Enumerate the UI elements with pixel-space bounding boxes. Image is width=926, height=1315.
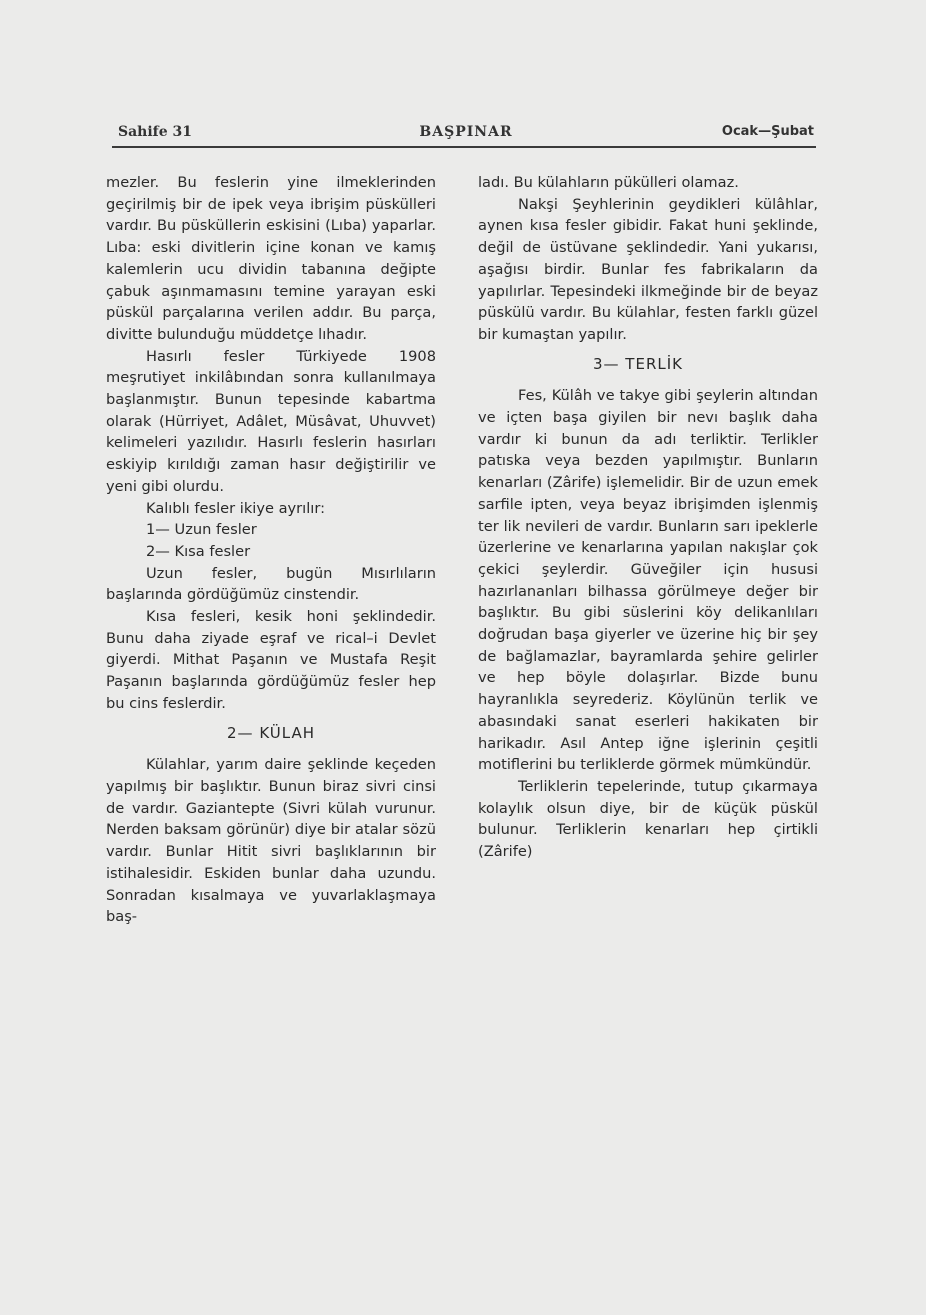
- issue-label: Ocak—Şubat: [721, 124, 814, 139]
- right-paragraph-1: ladı. Bu külahların pükülleri olamaz.: [478, 174, 739, 191]
- left-paragraph-5: Kısa fesleri, kesik honi şeklindedir. Bunu daha ziyade eşraf ve rical–i Devlet giyerdi. Mithat Paşanın ve Mustafa Reşit Paşanın başlarında gördüğümüz fesler hep bu cins feslerdir.: [106, 608, 436, 712]
- left-paragraph-3: Kalıblı fesler ikiye ayrılır:: [146, 499, 325, 517]
- list-item-1: 1— Uzun fesler: [146, 521, 257, 539]
- left-paragraph-4: Uzun fesler, bugün Mısırlıların başlarında gördüğümüz cinstendir.: [106, 564, 436, 604]
- left-paragraph-2: Hasırlı fesler Türkiyede 1908 meşrutiyet inkilâbından sonra kullanılmaya başlanmıştır. Bunun tepesinde kabartma olarak (Hürriyet, Adâlet, Müsâvat, Uhuvvet) kelimeleri yazılıdır. Hasırlı feslerin hasırları eskiyip kırıldığı zaman hasır değiştirilir ve yeni gibi olurdu.: [106, 347, 436, 495]
- right-column: [478, 172, 818, 863]
- left-column: [106, 172, 436, 928]
- right-paragraph-4: Terliklerin tepelerinde, tutup çıkarmaya kolaylık olsun diye, bir de küçük püskül bulunur. Terliklerin kenarları hep çirtikli (Zârife): [478, 777, 818, 861]
- page-header: [118, 118, 814, 146]
- journal-title: BAŞPINAR: [419, 124, 513, 140]
- section-heading-terlik: 3— TERLİK: [593, 354, 683, 373]
- header-rule: [112, 146, 816, 148]
- left-paragraph-1: mezler. Bu feslerin yine ilmeklerinden geçirilmiş bir de ipek veya ibrişim püskülleri vardır. Bu püsküllerin eskisini (Lıba) yaparlar. Lıba: eski divitlerin içine konan ve kamış kalemlerin ucu dividin tabanına değipte çabuk aşınmamasını temine yarayan eski püskül parçalarına verilen addır. Bu parça, divitte bulunduğu müddetçe lıhadır.: [106, 174, 436, 343]
- right-paragraph-2: Nakşi Şeyhlerinin geydikleri külâhlar, aynen kısa fesler gibidir. Fakat huni şeklinde, değil de üstüvane şeklindedir. Yani yukarısı, aşağısı birdir. Bunlar fes fabrikaların da yapılırlar. Tepesindeki ilkmeğinde bir de beyaz püskülü vardır. Bu külahlar, festen farklı güzel bir kumaştan yapılır.: [478, 195, 818, 343]
- section-heading-kulah: 2— KÜLAH: [227, 723, 315, 742]
- page-number-label: Sahife 31: [118, 124, 192, 140]
- left-paragraph-6: Külahlar, yarım daire şeklinde keçeden yapılmış bir başlıktır. Bunun biraz sivri cinsi de vardır. Gaziantepte (Sivri külah vurunur. Nerden baksam görünür) diye bir atalar sözü vardır. Bunlar Hitit sivri başlıklarının bir istihalesidir. Eskiden bunlar daha uzundu. Sonradan kısalmaya ve yuvarlaklaşmaya baş-: [106, 756, 436, 926]
- right-paragraph-3: Fes, Külâh ve takye gibi şeylerin altından ve içten başa giyilen bir nevı başlık daha vardır ki bunun da adı terliktir. Terlikler patıska veya bezden yapılmıştır. Bunların kenarları (Zârife) işlemelidir. Bir de uzun emek sarfile ipten, veya beyaz ibrişimden işlenmiş ter lik nevileri de vardır. Bunların sarı ipeklerle üzerlerine ve kenarlarına yapılan nakışlar çok çekici şeylerdir. Güveğiler için hususi hazırlananları bilhassa görülmeye değer bir başlıktır. Bu gibi süslerini köy delikanlıları doğrudan başa giyerler ve üzerine hiç bir şey de bağlamazlar, bayramlarda şehire gelirler ve hep böyle dolaşırlar. Bizde bunu hayranlıkla seyrederiz. Köylünün terlik ve abasındaki sanat eserleri hakikaten bir harikadır. Asıl Antep iğne işlerinin çeşitli motiflerini bu terliklerde görmek mümkündür.: [478, 387, 818, 774]
- list-item-2: 2— Kısa fesler: [146, 542, 251, 560]
